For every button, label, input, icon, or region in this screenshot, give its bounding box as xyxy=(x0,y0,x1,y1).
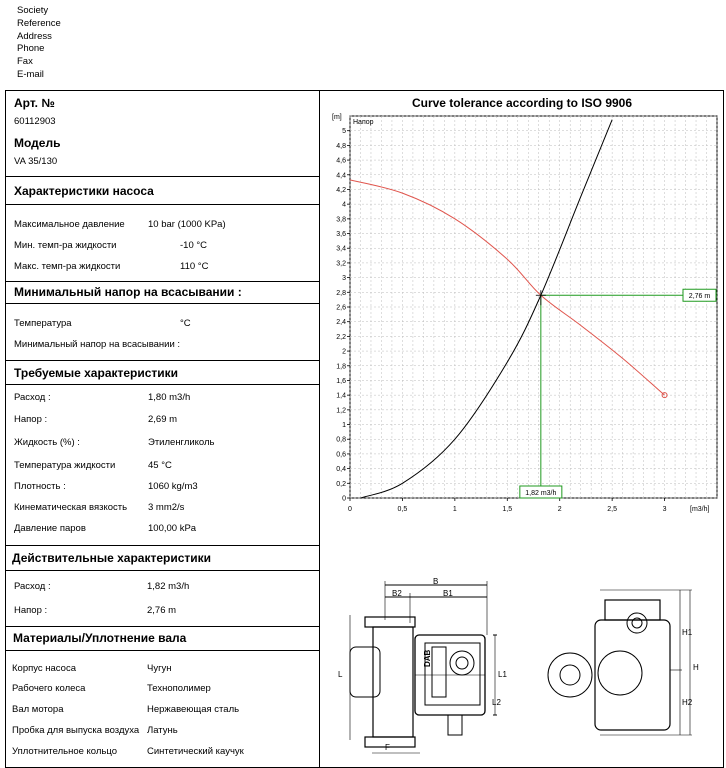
dim-b-label: B xyxy=(433,577,439,586)
pump-row-value: 110 °C xyxy=(180,261,209,272)
pump-curve-chart xyxy=(320,108,723,520)
pump-row-label: Максимальное давление xyxy=(14,219,125,230)
required-row-label: Температура жидкости xyxy=(14,460,116,471)
x-tick-label: 2 xyxy=(557,506,562,513)
y-tick-label: 3 xyxy=(342,275,346,283)
y-tick-label: 2,4 xyxy=(336,319,346,327)
y-unit-label: [m] xyxy=(332,114,342,121)
materials-row-value: Технополимер xyxy=(147,683,211,694)
y-tick-label: 2,2 xyxy=(336,333,346,341)
actual-row-label: Расход : xyxy=(14,581,51,592)
dim-b1-label: B1 xyxy=(443,589,453,598)
actual-row-value: 2,76 m xyxy=(147,605,177,616)
article-number: 60112903 xyxy=(14,116,56,127)
divider xyxy=(5,570,319,571)
header-reference: Reference xyxy=(17,17,61,29)
brand-logo-text: DAB xyxy=(423,649,432,667)
y-tick-label: 4,6 xyxy=(336,157,346,165)
y-tick-label: 2 xyxy=(342,348,346,356)
pump-dimension-drawing xyxy=(330,575,720,768)
materials-row-value: Нержавеющая сталь xyxy=(147,704,240,715)
y-tick-label: 0,2 xyxy=(336,480,346,488)
y-tick-label: 3,4 xyxy=(336,245,346,253)
divider xyxy=(5,204,319,205)
article-label: Арт. № xyxy=(14,96,55,110)
pump-row-label: Макс. темп-ра жидкости xyxy=(14,261,121,272)
required-row-label: Напор : xyxy=(14,414,48,425)
materials-row-label: Вал мотора xyxy=(12,704,64,715)
required-row-value: 1060 kg/m3 xyxy=(148,481,198,492)
y-tick-label: 1,6 xyxy=(336,377,346,385)
op-flow-label: 1,82 m3/h xyxy=(525,490,557,497)
header-fax: Fax xyxy=(17,56,33,68)
y-tick-label: 3,6 xyxy=(336,231,346,239)
y-tick-label: 0 xyxy=(342,495,346,503)
y-tick-label: 4,4 xyxy=(336,172,346,180)
header-email: E-mail xyxy=(17,68,44,80)
suction-row-label: Температура xyxy=(14,318,72,329)
y-axis-label: Напор xyxy=(353,119,374,126)
materials-row-value: Синтетический каучук xyxy=(147,746,244,757)
suction-title: Минимальный напор на всасывании : xyxy=(14,285,242,299)
model-value: VA 35/130 xyxy=(14,156,58,167)
actual-row-label: Напор : xyxy=(14,605,48,616)
y-tick-label: 2,6 xyxy=(336,304,346,312)
chart-title: Curve tolerance according to ISO 9906 xyxy=(411,96,633,110)
y-tick-label: 0,8 xyxy=(336,436,346,444)
pump-row-value: -10 °C xyxy=(180,240,208,251)
required-row-label: Давление паров xyxy=(14,523,86,534)
pump-row-value: 10 bar (1000 KPa) xyxy=(148,219,226,230)
y-tick-label: 1,4 xyxy=(336,392,346,400)
pump-chars-title: Характеристики насоса xyxy=(14,184,154,198)
dim-h2-label: H2 xyxy=(682,698,693,707)
required-row-value: 1,80 m3/h xyxy=(148,392,191,403)
actual-title: Действительные характеристики xyxy=(12,551,212,565)
divider xyxy=(5,176,319,177)
required-row-label: Жидкость (%) : xyxy=(14,437,80,448)
divider xyxy=(5,545,319,546)
y-tick-label: 4 xyxy=(342,201,346,209)
header-phone: Phone xyxy=(17,43,45,55)
company-header xyxy=(17,5,61,82)
y-tick-label: 4,8 xyxy=(336,142,346,150)
x-tick-label: 1,5 xyxy=(502,506,513,513)
header-society: Society xyxy=(17,5,49,16)
materials-row-label: Корпус насоса xyxy=(12,663,76,674)
y-tick-label: 1,8 xyxy=(336,363,346,371)
y-tick-label: 2,8 xyxy=(336,289,346,297)
y-tick-label: 1,2 xyxy=(336,407,346,415)
required-row-label: Кинематическая вязкость xyxy=(14,502,128,513)
dim-h1-label: H1 xyxy=(682,628,693,637)
x-tick-label: 1 xyxy=(452,506,457,513)
dim-h-label: H xyxy=(693,663,699,672)
op-head-label: 2,76 m xyxy=(688,293,711,301)
suction-row-label: Минимальный напор на всасывании : xyxy=(14,339,181,350)
dim-l2-label: L2 xyxy=(492,698,501,707)
required-row-value: 45 °C xyxy=(148,460,172,471)
header-address: Address xyxy=(17,30,52,42)
actual-row-value: 1,82 m3/h xyxy=(147,581,190,592)
plot-frame xyxy=(350,116,717,498)
x-tick-label: 0,5 xyxy=(397,506,408,513)
materials-row-label: Пробка для выпуска воздуха xyxy=(12,725,140,736)
materials-title: Материалы/Уплотнение вала xyxy=(13,631,187,645)
required-row-value: 2,69 m xyxy=(148,414,178,425)
dim-l1-label: L1 xyxy=(498,670,507,679)
front-view xyxy=(548,590,692,735)
required-row-label: Расход : xyxy=(14,392,51,403)
materials-row-label: Рабочего колеса xyxy=(12,683,86,694)
y-tick-label: 1 xyxy=(342,422,346,430)
suction-row-value: °C xyxy=(180,318,191,329)
y-tick-label: 5 xyxy=(342,128,346,136)
y-tick-label: 3,8 xyxy=(336,216,346,224)
divider xyxy=(5,650,319,651)
divider xyxy=(5,281,319,282)
divider xyxy=(5,303,319,304)
x-unit-label: [m3/h] xyxy=(690,506,710,513)
required-row-value: 100,00 kPa xyxy=(148,523,197,534)
y-tick-label: 4,2 xyxy=(336,186,346,194)
y-tick-label: 0,4 xyxy=(336,466,346,474)
divider xyxy=(5,626,319,627)
required-title: Требуемые характеристики xyxy=(14,366,179,380)
divider xyxy=(5,360,319,361)
dim-f-label: F xyxy=(385,743,390,752)
divider xyxy=(5,384,319,385)
y-tick-label: 3,2 xyxy=(336,260,346,268)
required-row-value: Этиленгликоль xyxy=(148,437,215,448)
dim-l-label: L xyxy=(338,670,343,679)
dim-b2-label: B2 xyxy=(392,589,402,598)
model-label: Модель xyxy=(14,136,61,150)
x-tick-label: 3 xyxy=(662,506,667,513)
required-row-label: Плотность : xyxy=(14,481,66,492)
materials-row-value: Чугун xyxy=(147,663,172,674)
y-tick-label: 0,6 xyxy=(336,451,346,459)
required-row-value: 3 mm2/s xyxy=(148,502,185,513)
x-tick-label: 0 xyxy=(348,506,352,513)
materials-row-value: Латунь xyxy=(147,725,178,736)
materials-row-label: Уплотнительное кольцо xyxy=(12,746,117,757)
pump-row-label: Мин. темп-ра жидкости xyxy=(14,240,117,251)
x-tick-label: 2,5 xyxy=(607,506,618,513)
